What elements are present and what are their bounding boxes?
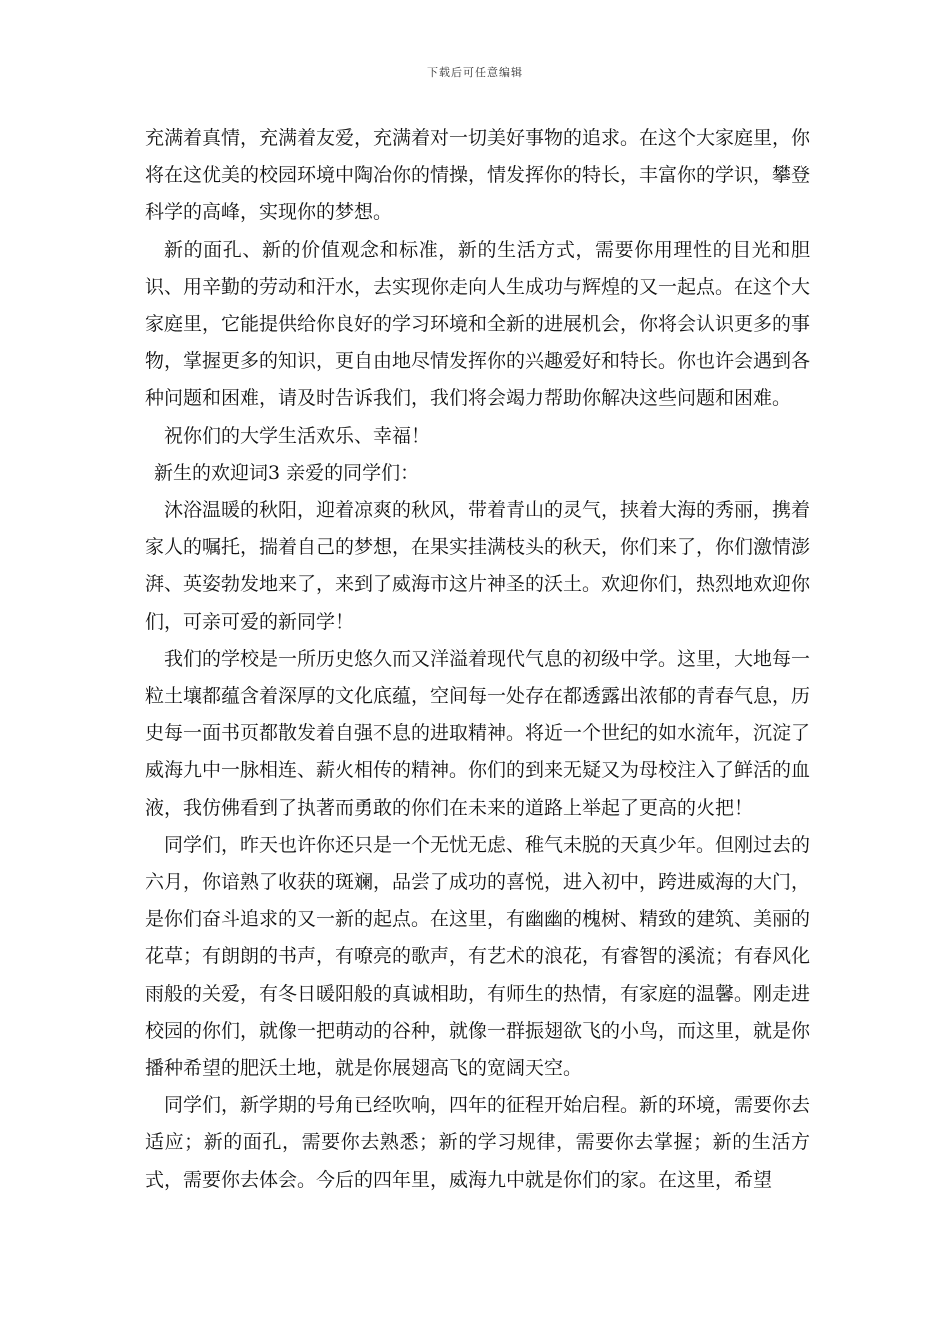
paragraph: 祝你们的大学生活欢乐、幸福！ [164, 424, 431, 447]
section-heading: 新生的欢迎词3 亲爱的同学们： [154, 461, 420, 484]
document-body [145, 120, 810, 1199]
paragraph: 同学们，新学期的号角已经吹响，四年的征程开始启程。新的环境，需要你去适应；新的面孔，需要你去熟悉；新的学习规律，需要你去掌握；新的生活方式，需要你去体会。今后的四年里，威海九中就是你们的家。在这里，希望 [145, 1094, 811, 1191]
paragraph: 新的面孔、新的价值观念和标准，新的生活方式，需要你用理性的目光和胆识、用辛勤的劳动和汗水，去实现你走向人生成功与辉煌的又一起点。在这个大家庭里，它能提供给你良好的学习环境和全新的进展机会，你将会认识更多的事物，掌握更多的知识，更自由地尽情发挥你的兴趣爱好和特长。你也许会遇到各种问题和困难，请及时告诉我们，我们将会竭力帮助你解决这些问题和困难。 [145, 238, 811, 410]
paragraph: 充满着真情，充满着友爱，充满着对一切美好事物的追求。在这个大家庭里，你将在这优美的校园环境中陶冶你的情操，情发挥你的特长，丰富你的学识，攀登科学的高峰，实现你的梦想。 [145, 127, 811, 224]
paragraph: 同学们，昨天也许你还只是一个无忧无虑、稚气未脱的天真少年。但刚过去的六月，你谙熟了收获的斑斓，品尝了成功的喜悦，进入初中，跨进威海的大门，是你们奋斗追求的又一新的起点。在这里，有幽幽的槐树、精致的建筑、美丽的花草；有朗朗的书声，有嘹亮的歌声，有艺术的浪花，有睿智的溪流；有春风化雨般的关爱，有冬日暖阳般的真诚相助，有师生的热情，有家庭的温馨。刚走进校园的你们，就像一把萌动的谷种，就像一群振翅欲飞的小鸟，而这里，就是你播种希望的肥沃土地，就是你展翅高飞的宽阔天空。 [145, 833, 811, 1080]
paragraph: 我们的学校是一所历史悠久而又洋溢着现代气息的初级中学。这里，大地每一粒土壤都蕴含着深厚的文化底蕴，空间每一处存在都透露出浓郁的青春气息，历史每一面书页都散发着自强不息的进取精神。将近一个世纪的如水流年，沉淀了威海九中一脉相连、薪火相传的精神。你们的到来无疑又为母校注入了鲜活的血液，我仿佛看到了执著而勇敢的你们在未来的道路上举起了更高的火把！ [145, 647, 811, 819]
paragraph: 沐浴温暖的秋阳，迎着凉爽的秋风，带着青山的灵气，挟着大海的秀丽，携着家人的嘱托，揣着自己的梦想，在果实挂满枝头的秋天，你们来了，你们激情澎湃、英姿勃发地来了，来到了威海市这片神圣的沃土。欢迎你们，热烈地欢迎你们，可亲可爱的新同学！ [145, 499, 811, 633]
page-header-note: 下载后可任意编辑 [427, 66, 523, 79]
